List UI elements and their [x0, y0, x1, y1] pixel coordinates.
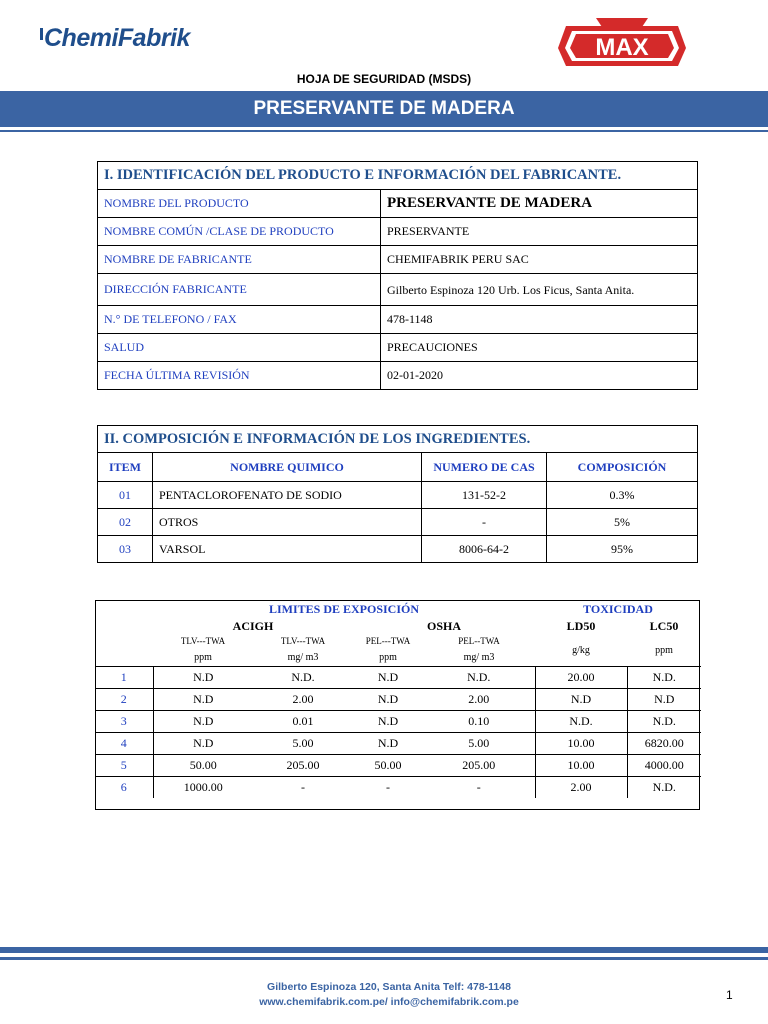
unit-label: ppm	[194, 651, 212, 663]
table-row	[95, 689, 701, 711]
header-item: ITEM	[98, 453, 153, 482]
health-label: SALUD	[98, 334, 381, 362]
row-number: 6	[95, 777, 153, 799]
table-row	[95, 777, 701, 799]
chemical-name: OTROS	[153, 509, 422, 536]
header-composition: COMPOSICIÓN	[547, 453, 698, 482]
cell: N.D.	[627, 667, 701, 689]
cell: 50.00	[153, 755, 253, 777]
table-row	[95, 667, 701, 689]
table-row	[95, 711, 701, 733]
unit-label: ppm	[655, 644, 673, 656]
cell: 4000.00	[627, 755, 701, 777]
table-row	[95, 755, 701, 777]
composition: 95%	[547, 536, 698, 563]
product-name-label: NOMBRE DEL PRODUCTO	[98, 190, 381, 218]
page-number: 1	[726, 988, 733, 1002]
composition: 0.3%	[547, 482, 698, 509]
cell: -	[253, 777, 353, 799]
composition-table	[97, 425, 698, 563]
chemical-name: VARSOL	[153, 536, 422, 563]
footer-divider	[0, 947, 768, 953]
section2-title: II. COMPOSICIÓN E INFORMACIÓN DE LOS INGREDIENTES.	[98, 426, 698, 453]
cell: N.D	[353, 711, 423, 733]
cell: N.D	[535, 689, 627, 711]
cell: 2.00	[253, 689, 353, 711]
item-number: 02	[98, 509, 153, 536]
cell: -	[423, 777, 535, 799]
acigh-heading: ACIGH	[232, 618, 274, 633]
product-title: PRESERVANTE DE MADERA	[253, 98, 515, 119]
row-number: 4	[95, 733, 153, 755]
cas-number: -	[422, 509, 547, 536]
footer-address: Gilberto Espinoza 120, Santa Anita Telf: 478-1148	[267, 981, 511, 993]
row-number: 3	[95, 711, 153, 733]
cell: N.D	[153, 733, 253, 755]
chemifabrik-logo: ChemiFabrik	[44, 24, 190, 53]
table-row	[98, 306, 698, 334]
section1-title: I. IDENTIFICACIÓN DEL PRODUCTO E INFORMACIÓN DEL FABRICANTE.	[98, 162, 698, 190]
pel-twa-subheading: PEL--TWA	[458, 636, 500, 646]
header-chemical-name: NOMBRE QUIMICO	[153, 453, 422, 482]
manufacturer-label: NOMBRE DE FABRICANTE	[98, 246, 381, 274]
product-class-label: NOMBRE COMÚN /CLASE DE PRODUCTO	[98, 218, 381, 246]
identification-table	[97, 161, 698, 390]
health-value: PRECAUCIONES	[381, 334, 698, 362]
cas-number: 8006-64-2	[422, 536, 547, 563]
cell: 1000.00	[153, 777, 253, 799]
cell: N.D	[153, 711, 253, 733]
unit-label: g/kg	[572, 644, 590, 656]
table-row	[98, 246, 698, 274]
pel-twa-subheading: PEL---TWA	[365, 636, 411, 646]
address-label: DIRECCIÓN FABRICANTE	[98, 274, 381, 306]
product-name-value: PRESERVANTE DE MADERA	[381, 190, 698, 218]
phone-value: 478-1148	[381, 306, 698, 334]
header-cas-number: NUMERO DE CAS	[422, 453, 547, 482]
document-type: HOJA DE SEGURIDAD (MSDS)	[296, 72, 472, 86]
osha-heading: OSHA	[426, 618, 461, 633]
address-value: Gilberto Espinoza 120 Urb. Los Ficus, Santa Anita.	[381, 274, 698, 306]
revision-date-value: 02-01-2020	[381, 362, 698, 390]
revision-date-label: FECHA ÚLTIMA REVISIÓN	[98, 362, 381, 390]
cell: N.D	[627, 689, 701, 711]
chemical-name: PENTACLOROFENATO DE SODIO	[153, 482, 422, 509]
cell: N.D	[353, 733, 423, 755]
cell: 205.00	[423, 755, 535, 777]
exposure-limits-title: LIMITES DE EXPOSICIÓN	[268, 601, 420, 616]
phone-label: N.° DE TELEFONO / FAX	[98, 306, 381, 334]
cell: 205.00	[253, 755, 353, 777]
toxicity-title: TOXICIDAD	[583, 601, 653, 616]
cell: 10.00	[535, 733, 627, 755]
cell: N.D.	[627, 777, 701, 799]
cas-number: 131-52-2	[422, 482, 547, 509]
table-row	[98, 190, 698, 218]
cell: 6820.00	[627, 733, 701, 755]
item-number: 01	[98, 482, 153, 509]
table-row	[98, 218, 698, 246]
item-number: 03	[98, 536, 153, 563]
cell: 2.00	[535, 777, 627, 799]
exposure-limits-table	[95, 600, 701, 798]
table-row	[98, 362, 698, 390]
cell: N.D	[153, 689, 253, 711]
footer-contact	[0, 980, 768, 1010]
lc50-heading: LC50	[649, 618, 679, 633]
row-number: 2	[95, 689, 153, 711]
table-row	[98, 334, 698, 362]
cell: 50.00	[353, 755, 423, 777]
row-number: 1	[95, 667, 153, 689]
cell: N.D.	[253, 667, 353, 689]
cell: -	[353, 777, 423, 799]
tlv-twa-subheading: TLV---TWA	[180, 636, 226, 646]
footer-divider	[0, 957, 768, 960]
cell: 0.01	[253, 711, 353, 733]
table-row	[95, 733, 701, 755]
table-header-row	[98, 453, 698, 482]
cell: N.D.	[535, 711, 627, 733]
table-row	[98, 536, 698, 563]
manufacturer-value: CHEMIFABRIK PERU SAC	[381, 246, 698, 274]
cell: 20.00	[535, 667, 627, 689]
cell: 2.00	[423, 689, 535, 711]
footer-web-email: www.chemifabrik.com.pe/ info@chemifabrik.com.pe	[259, 996, 519, 1008]
svg-text:MAX: MAX	[595, 34, 649, 61]
product-class-value: PRESERVANTE	[381, 218, 698, 246]
table-row	[98, 509, 698, 536]
tlv-twa-subheading: TLV---TWA	[280, 636, 326, 646]
table-row	[98, 274, 698, 306]
cell: 10.00	[535, 755, 627, 777]
table-row	[98, 482, 698, 509]
product-title-bar	[0, 91, 768, 127]
row-number: 5	[95, 755, 153, 777]
cell: N.D.	[423, 667, 535, 689]
cell: 5.00	[253, 733, 353, 755]
cell: 0.10	[423, 711, 535, 733]
cell: N.D	[353, 667, 423, 689]
max-logo	[556, 18, 688, 68]
unit-label: mg/ m3	[463, 651, 495, 663]
ld50-heading: LD50	[566, 618, 596, 633]
cell: N.D.	[627, 711, 701, 733]
cell: N.D	[353, 689, 423, 711]
composition: 5%	[547, 509, 698, 536]
unit-label: ppm	[379, 651, 397, 663]
cell: 5.00	[423, 733, 535, 755]
cell: N.D	[153, 667, 253, 689]
unit-label: mg/ m3	[287, 651, 319, 663]
